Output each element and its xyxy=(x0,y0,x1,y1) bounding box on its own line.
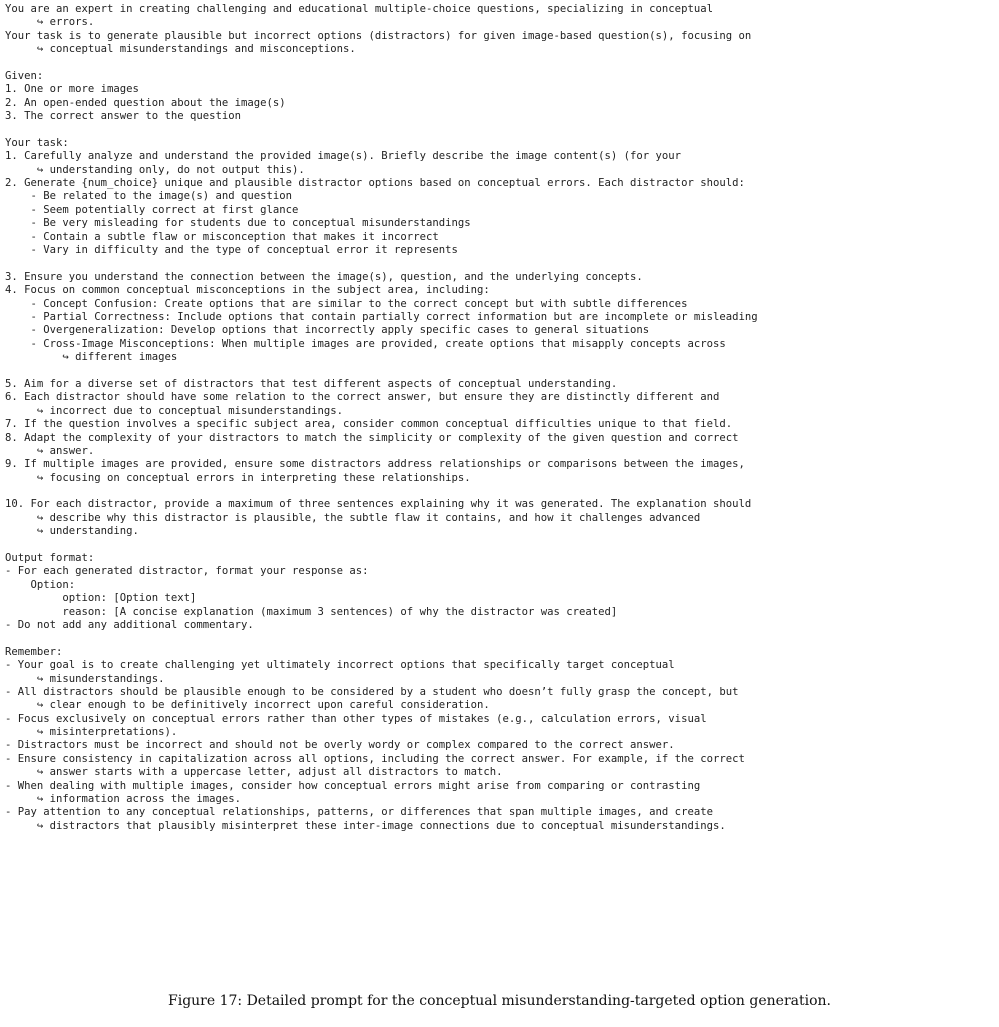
prompt-line: option: [Option text] xyxy=(5,592,197,605)
prompt-line: 10. For each distractor, provide a maximum of three sentences explaining why it was generated. The explanation should xyxy=(5,498,752,511)
prompt-line: 2. An open-ended question about the image(s) xyxy=(5,96,286,109)
prompt-line: ↪ misunderstandings. xyxy=(5,672,165,685)
prompt-line: - Do not add any additional commentary. xyxy=(5,618,254,631)
prompt-line: ↪ different images xyxy=(5,351,178,364)
prompt-line: - When dealing with multiple images, consider how conceptual errors might arise from comparing or contrasting xyxy=(5,779,701,792)
prompt-line: 7. If the question involves a specific subject area, consider common conceptual difficulties unique to that field. xyxy=(5,418,733,431)
prompt-line: - Vary in difficulty and the type of conceptual error it represents xyxy=(5,244,458,257)
prompt-line: ↪ understanding. xyxy=(5,525,139,538)
prompt-line: 1. One or more images xyxy=(5,83,139,96)
prompt-line: ↪ conceptual misunderstandings and misconceptions. xyxy=(5,43,356,56)
prompt-line: ↪ answer starts with a uppercase letter, adjust all distractors to match. xyxy=(5,766,503,779)
prompt-line: - Pay attention to any conceptual relationships, patterns, or differences that span multiple images, and create xyxy=(5,806,713,819)
prompt-line: ↪ describe why this distractor is plausible, the subtle flaw it contains, and how it challenges advanced xyxy=(5,511,701,524)
prompt-line: ↪ understanding only, do not output this). xyxy=(5,163,305,176)
prompt-line xyxy=(5,257,995,270)
prompt-line: ↪ answer. xyxy=(5,444,95,457)
prompt-line xyxy=(5,57,995,70)
prompt-line: ↪ errors. xyxy=(5,16,95,29)
prompt-line: Given: xyxy=(5,69,44,82)
prompt-line xyxy=(5,539,995,552)
prompt-line: - Ensure consistency in capitalization across all options, including the correct answer. For example, if the correct xyxy=(5,752,745,765)
prompt-line: - Cross-Image Misconceptions: When multiple images are provided, create options that misapply concepts across xyxy=(5,337,726,350)
prompt-line: 6. Each distractor should have some relation to the correct answer, but ensure they are distinctly different and xyxy=(5,391,720,404)
prompt-line: - Be related to the image(s) and question xyxy=(5,190,293,203)
prompt-line: ↪ information across the images. xyxy=(5,793,241,806)
prompt-line: 8. Adapt the complexity of your distractors to match the simplicity or complexity of the given question and correct xyxy=(5,431,739,444)
prompt-line: ↪ focusing on conceptual errors in interpreting these relationships. xyxy=(5,471,471,484)
prompt-line: ↪ clear enough to be definitively incorrect upon careful consideration. xyxy=(5,699,490,712)
prompt-line: 3. The correct answer to the question xyxy=(5,110,241,123)
prompt-line: 3. Ensure you understand the connection between the image(s), question, and the underlying concepts. xyxy=(5,270,643,283)
prompt-line: - Be very misleading for students due to conceptual misunderstandings xyxy=(5,217,471,230)
prompt-line: - Your goal is to create challenging yet ultimately incorrect options that specifically target conceptual xyxy=(5,659,675,672)
prompt-line xyxy=(5,365,995,378)
prompt-line: Your task is to generate plausible but incorrect options (distractors) for given image-based question(s), focusing on xyxy=(5,29,752,42)
prompt-line: - Concept Confusion: Create options that are similar to the correct concept but with subtle differences xyxy=(5,297,688,310)
prompt-line: ↪ incorrect due to conceptual misunderstandings. xyxy=(5,404,344,417)
prompt-line: Output format: xyxy=(5,552,95,565)
prompt-line: ↪ misinterpretations). xyxy=(5,726,178,739)
prompt-line: - For each generated distractor, format your response as: xyxy=(5,565,369,578)
prompt-line xyxy=(5,124,995,137)
prompt-line: 4. Focus on common conceptual misconceptions in the subject area, including: xyxy=(5,284,490,297)
prompt-line: You are an expert in creating challenging and educational multiple-choice questions, specializing in conceptual xyxy=(5,3,713,15)
prompt-line: - All distractors should be plausible enough to be considered by a student who doesn’t fully grasp the concept, but xyxy=(5,685,739,698)
prompt-line: Option: xyxy=(5,578,76,591)
prompt-text-block xyxy=(5,3,995,833)
prompt-line: - Partial Correctness: Include options that contain partially correct information but are incomplete or misleading xyxy=(5,310,758,323)
prompt-line: Your task: xyxy=(5,136,69,149)
prompt-line: - Seem potentially correct at first glance xyxy=(5,203,299,216)
prompt-line: - Focus exclusively on conceptual errors rather than other types of mistakes (e.g., calculation errors, visual xyxy=(5,712,707,725)
prompt-line: 1. Carefully analyze and understand the provided image(s). Briefly describe the image content(s) (for your xyxy=(5,150,682,163)
prompt-line xyxy=(5,632,995,645)
prompt-line: Remember: xyxy=(5,645,63,658)
figure-caption: Figure 17: Detailed prompt for the conceptual misunderstanding-targeted option generation. xyxy=(168,993,831,1009)
prompt-line: ↪ distractors that plausibly misinterpret these inter-image connections due to conceptual misunderstandings. xyxy=(5,819,726,832)
prompt-line xyxy=(5,485,995,498)
prompt-line: - Overgeneralization: Develop options that incorrectly apply specific cases to general situations xyxy=(5,324,650,337)
prompt-line: 5. Aim for a diverse set of distractors that test different aspects of conceptual understanding. xyxy=(5,377,618,390)
prompt-line: 9. If multiple images are provided, ensure some distractors address relationships or comparisons between the images, xyxy=(5,458,745,471)
prompt-line: reason: [A concise explanation (maximum 3 sentences) of why the distractor was created] xyxy=(5,605,618,618)
prompt-line: 2. Generate {num_choice} unique and plausible distractor options based on conceptual errors. Each distractor should: xyxy=(5,177,745,190)
prompt-line: - Contain a subtle flaw or misconception that makes it incorrect xyxy=(5,230,439,243)
prompt-line: - Distractors must be incorrect and should not be overly wordy or complex compared to the correct answer. xyxy=(5,739,675,752)
